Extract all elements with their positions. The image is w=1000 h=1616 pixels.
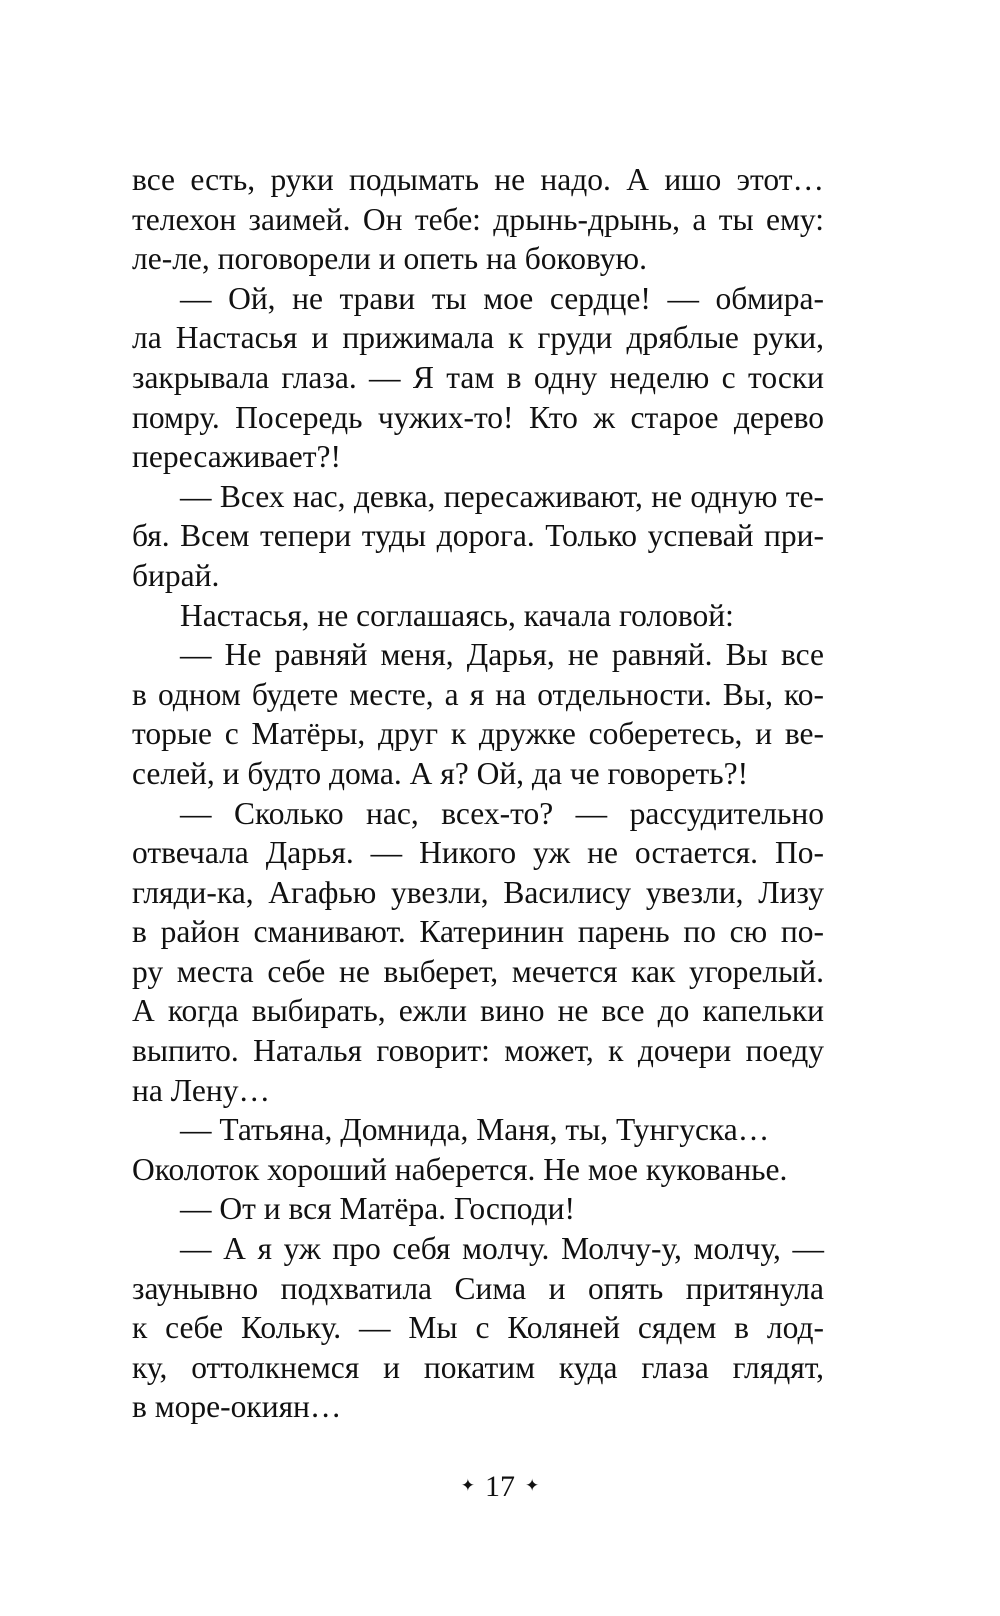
text-line: бя. Всем тепери туды дорога. Только успевай при- <box>132 518 824 554</box>
text-line: Настасья, не соглашаясь, качала головой: <box>180 597 734 633</box>
text-line: — А я уж про себя молчу. Молчу-у, молчу, — <box>180 1231 824 1267</box>
text-line: ле-ле, поговорели и опеть на боковую. <box>132 241 647 277</box>
text-line: — Всех нас, девка, пересаживают, не одную те- <box>180 478 824 514</box>
text-line: — От и вся Матёра. Господи! <box>180 1191 575 1227</box>
text-line: в море-окиян… <box>132 1389 342 1425</box>
text-line: пересаживает?! <box>132 439 341 475</box>
text-line: в район сманивают. Катеринин парень по сю по- <box>132 914 824 950</box>
body-text <box>132 160 824 1427</box>
text-line: в одном будете месте, а я на отдельности. Вы, ко- <box>132 676 824 712</box>
text-line: А когда выбирать, ежли вино не все до капельки <box>132 993 824 1029</box>
ornament-star-icon: ✦ <box>525 1476 540 1495</box>
text-line: закрывала глаза. — Я там в одну неделю с тоски <box>132 359 824 395</box>
text-line: на Лену… <box>132 1072 270 1108</box>
text-line: все есть, руки подымать не надо. А ишо этот… <box>132 162 824 197</box>
text-line: отвечала Дарья. — Никого уж не остается. По- <box>132 835 824 871</box>
text-line: Околоток хороший наберется. Не мое кукованье. <box>132 1151 788 1187</box>
ornament-star-icon: ✦ <box>460 1476 475 1495</box>
text-line: — Татьяна, Домнида, Маня, ты, Тунгуска… <box>180 1112 770 1148</box>
text-line: торые с Матёры, друг к дружке соберетесь, и ве- <box>132 716 824 752</box>
text-line: телехон заимей. Он тебе: дрынь-дрынь, а ты ему: <box>132 201 824 237</box>
page-number: 17 <box>485 1470 515 1503</box>
text-line: выпито. Наталья говорит: может, к дочери поеду <box>132 1033 824 1069</box>
text-line: ку, оттолкнемся и покатим куда глаза глядят, <box>132 1349 824 1385</box>
text-line: помру. Посередь чужих-то! Кто ж старое дерево <box>132 399 824 435</box>
text-line: селей, и будто дома. А я? Ой, да че говореть?! <box>132 755 749 791</box>
text-line: ла Настасья и прижимала к груди дряблые руки, <box>132 320 824 356</box>
text-line: бирай. <box>132 557 220 593</box>
text-line: — Сколько нас, всех-то? — рассудительно <box>180 795 824 831</box>
text-line: гляди-ка, Агафью увезли, Василису увезли, Лизу <box>132 874 824 910</box>
text-line: — Не равняй меня, Дарья, не равняй. Вы все <box>180 637 824 673</box>
text-line: заунывно подхватила Сима и опять притянула <box>132 1270 824 1306</box>
text-line: — Ой, не трави ты мое сердце! — обмира- <box>180 280 824 316</box>
text-line: ру места себе не выберет, мечется как угорелый. <box>132 953 824 989</box>
text-line: к себе Кольку. — Мы с Коляней сядем в лод- <box>132 1310 824 1346</box>
page-number-footer <box>0 1466 1000 1507</box>
